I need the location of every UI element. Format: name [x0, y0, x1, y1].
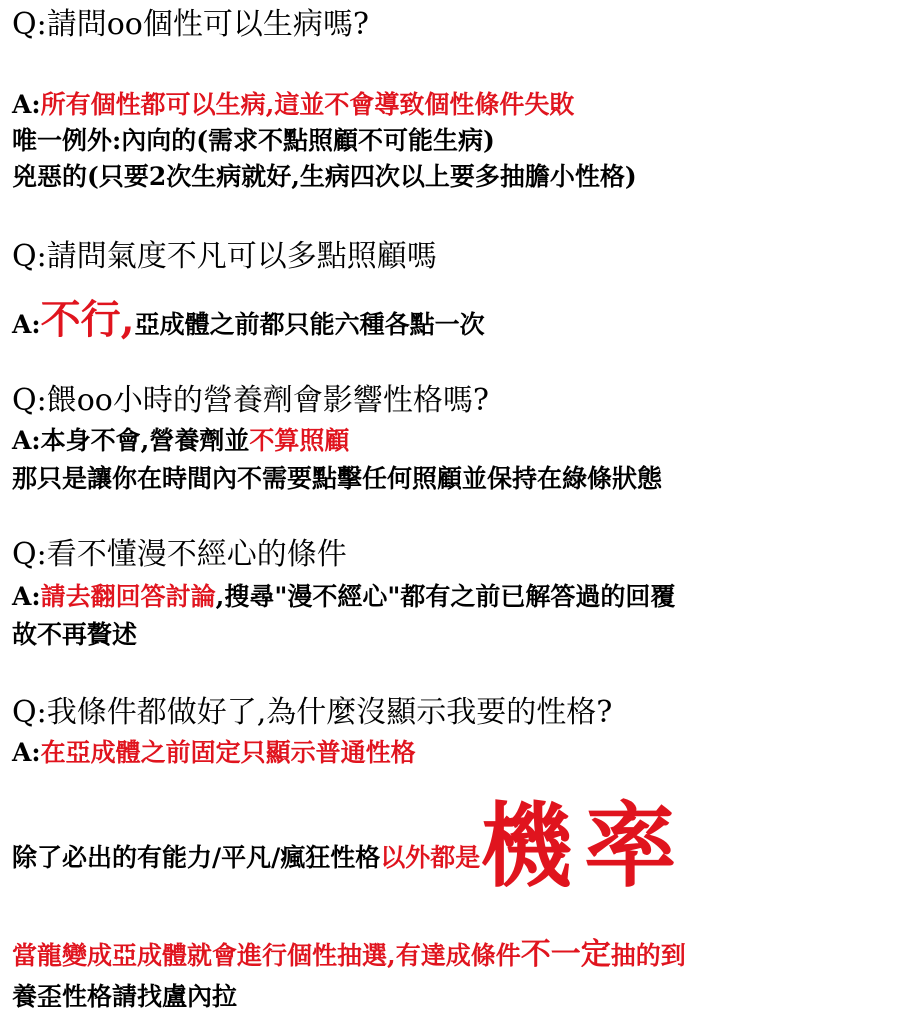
answer-4-rest: ,搜尋"漫不經心"都有之前已解答過的回覆: [215, 582, 676, 611]
answer-1-exception-2: 兇惡的(只要2次生病就好,生病四次以上要多抽膽小性格): [12, 162, 637, 191]
question-2: Q:請問氣度不凡可以多點照顧嗎: [12, 239, 437, 274]
answer-5-highlight: 在亞成體之前固定只顯示普通性格: [40, 738, 416, 767]
answer-1-highlight: 所有個性都可以生病,這並不會導致個性條件失敗: [40, 90, 575, 119]
question-3: Q:餵oo小時的營養劑會影響性格嗎?: [12, 383, 489, 418]
question-4: Q:看不懂漫不經心的條件: [12, 537, 347, 572]
final-statement-text: 除了必出的有能力/平凡/瘋狂性格: [12, 843, 381, 872]
answer-4-prefix: A:: [12, 582, 41, 611]
answer-2-rest: 亞成體之前都只能六種各點一次: [134, 310, 485, 339]
question-1: Q:請問oo個性可以生病嗎?: [12, 7, 369, 42]
bottom-note-end: 抽的到: [610, 941, 686, 970]
bottom-note: [12, 937, 686, 972]
bottom-note-emphasis: 不一定: [520, 937, 611, 972]
answer-4-highlight: 請去翻回答討論: [40, 582, 216, 611]
answer-1-exception: 唯一例外:內向的(需求不點照顧不可能生病): [12, 126, 495, 155]
answer-1: [12, 92, 574, 117]
probability-big-word: 機率: [480, 792, 689, 900]
answer-4: [12, 584, 675, 609]
answer-5: [12, 740, 416, 765]
bottom-note-text: 當龍變成亞成體就會進行個性抽選,有達成條件: [12, 941, 521, 970]
final-statement: [12, 792, 689, 900]
answer-2-prefix: A:: [12, 310, 41, 339]
answer-3: [12, 428, 349, 453]
answer-2: [12, 296, 485, 343]
question-5: Q:我條件都做好了,為什麼沒顯示我要的性格?: [12, 695, 613, 730]
answer-3-detail: 那只是讓你在時間內不需要點擊任何照顧並保持在綠條狀態: [12, 464, 663, 493]
final-statement-highlight: 以外都是: [380, 843, 481, 872]
answer-2-emphasis: 不行,: [40, 296, 135, 343]
answer-1-prefix: A:: [12, 90, 41, 119]
answer-4-detail: 故不再贅述: [12, 620, 138, 649]
bottom-last-line: 養歪性格請找盧內拉: [12, 982, 238, 1011]
answer-3-highlight: 不算照顧: [249, 426, 350, 455]
answer-3-prefix: A:本身不會,營養劑並: [12, 426, 250, 455]
answer-5-prefix: A:: [12, 738, 41, 767]
